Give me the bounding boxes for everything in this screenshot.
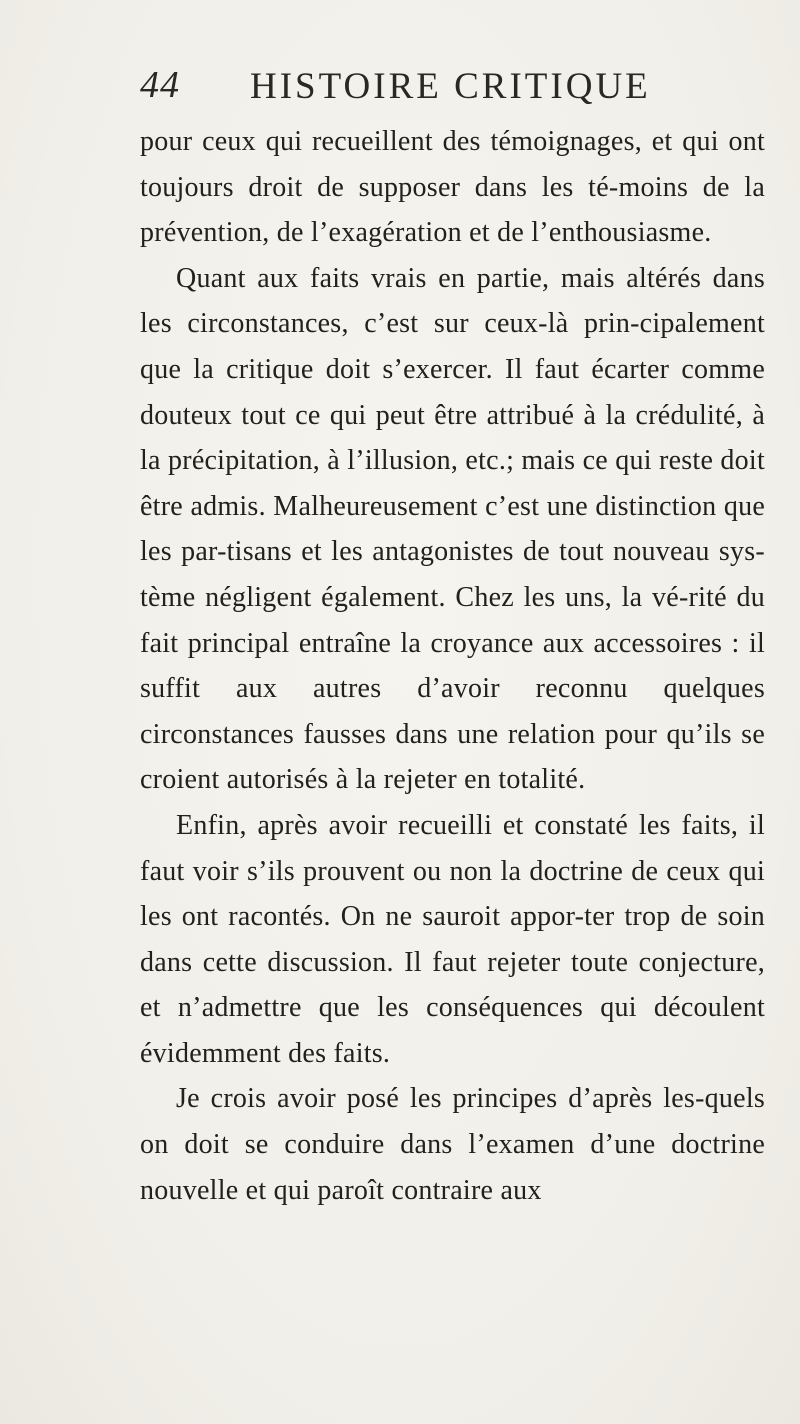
paragraph-enfin: Enfin, après avoir recueilli et constaté les faits, il faut voir s’ils prouvent ou non la doctrine de ceux qui les ont racontés. On ne sauroit appor-ter trop de soin dans cette discussion. Il faut rejeter toute conjecture, et n’admettre que les conséquences qui découlent évidemment des faits. bbox=[140, 809, 765, 1069]
paragraph-faits-vrais: Quant aux faits vrais en partie, mais altérés dans les circonstances, c’est sur ceux-là prin-cipalement que la critique doit s’exercer. Il faut écarter comme douteux tout ce qui peut être attribué à la crédulité, à la précipitation, à l’illusion, etc.; mais ce qui reste doit être admis. Malheureusement c’est une distinction que les par-tisans et les antagonistes de tout nouveau sys-tème négligent également. Chez les uns, la vé-rité du fait principal entraîne la croyance aux accessoires : il suffit aux autres d’avoir reconnu quelques circonstances fausses dans une relation pour qu’ils se croient autorisés à la rejeter en totalité. bbox=[140, 262, 765, 796]
paragraph-continuation: pour ceux qui recueillent des témoignages, et qui ont toujours droit de supposer dans les té-moins de la prévention, de l’exagération et de l’enthousiasme. bbox=[140, 126, 765, 249]
body-text bbox=[140, 119, 765, 1213]
page-header bbox=[140, 63, 780, 123]
paragraph-principes: Je crois avoir posé les principes d’après les-quels on doit se conduire dans l’examen d’une doctrine nouvelle et qui paroît contraire aux bbox=[140, 1083, 765, 1206]
running-title: HISTOIRE CRITIQUE bbox=[250, 66, 651, 107]
page-number: 44 bbox=[140, 64, 180, 106]
